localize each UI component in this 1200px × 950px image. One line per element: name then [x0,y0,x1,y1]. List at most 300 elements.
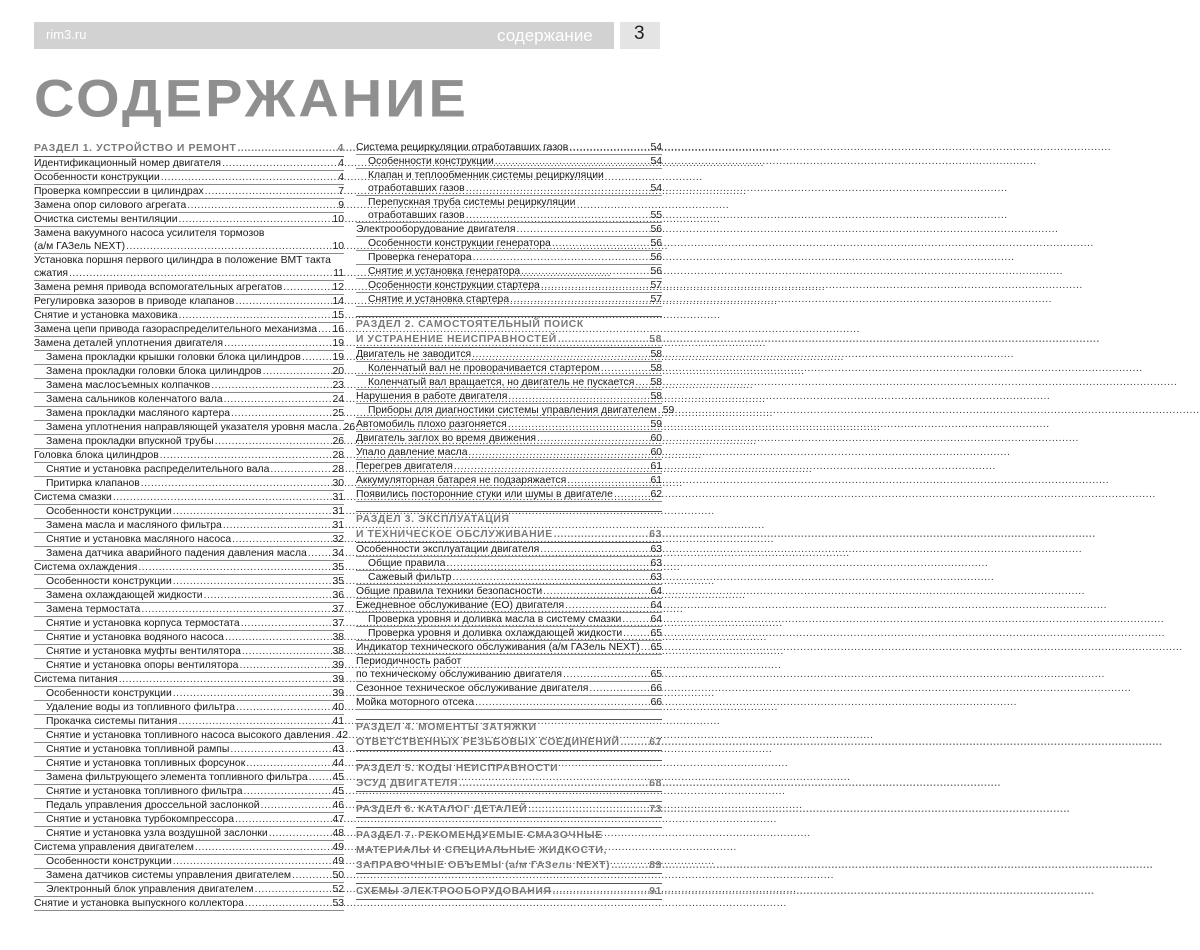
toc-entry[interactable] [356,460,662,473]
toc-page-number: 63 [649,529,662,540]
dot-leader [521,265,649,278]
dot-leader [270,463,331,476]
toc-page-number: 12 [332,282,344,293]
toc-entry[interactable] [356,668,662,681]
dot-leader [318,323,331,336]
dot-leader [141,477,332,490]
toc-page-number: 67 [649,737,662,748]
section-gap [356,874,662,883]
toc-entry[interactable] [356,641,662,654]
toc-entry-title: Снятие и установка маховика [34,310,178,321]
toc-subentry[interactable] [34,379,344,392]
toc-entry[interactable] [356,488,662,501]
toc-entry-title: Идентификационный номер двигателя [34,158,222,169]
toc-page-number: 44 [332,758,344,769]
toc-page-number: 9 [338,200,344,211]
toc-entry-title: Удаление воды из топливного фильтра [46,702,236,713]
toc-entry[interactable] [34,491,344,504]
toc-entry-title: Проверка уровня и доливка масла в систему смазки [368,614,622,625]
dot-leader [225,631,332,644]
dot-leader [235,813,331,826]
toc-page-number: 60 [650,447,662,458]
toc-subentry[interactable] [356,404,675,417]
dot-leader [466,182,650,195]
toc-entry-title: Замена цепи привода газораспределительного механизма [34,324,318,335]
toc-subentry[interactable] [34,603,344,616]
toc-entry-title: Периодичность работ [356,656,462,667]
toc-page-number: 20 [332,366,344,377]
toc-page-number: 4 [338,172,344,183]
dot-leader [160,449,332,462]
dot-leader [224,337,331,350]
toc-entry[interactable] [34,213,344,226]
toc-entry-title: Особенности эксплуатации двигателя [356,544,540,555]
toc-page-number: 19 [332,352,344,363]
toc-entry[interactable] [34,323,344,336]
dot-leader [138,561,331,574]
toc-entry-title: Автомобиль плохо разгоняется [356,419,507,430]
toc-section-entry[interactable] [356,735,662,750]
toc-subentry[interactable] [34,351,344,364]
toc-page-number: 46 [332,800,344,811]
toc-entry[interactable] [356,599,662,612]
toc-page-number: 43 [332,744,344,755]
toc-subentry[interactable] [34,687,344,700]
dot-leader [495,155,650,168]
toc-entry-title: Замена прокладки масляного картера [46,408,231,419]
toc-section-entry[interactable] [356,802,662,817]
toc-entry-title: Замена прокладки крышки головки блока цилиндров [46,352,301,363]
dot-leader [283,281,331,294]
dot-leader [119,673,332,686]
toc-page-number: 58 [650,349,662,360]
toc-entry-title: Перегрев двигателя [356,461,453,472]
page-number: 3 [634,23,645,44]
toc-entry-title: по техническому обслуживанию двигателя [356,669,563,680]
toc-page-number: 52 [332,884,344,895]
toc-subentry[interactable] [34,519,344,532]
dot-leader [232,533,331,546]
section-gap [356,307,662,316]
toc-entry-title: Особенности конструкции генератора [368,238,551,249]
dot-leader [173,687,332,700]
dot-leader [211,379,331,392]
toc-entry-title: Притирка клапанов [46,478,140,489]
toc-entry[interactable] [34,240,344,253]
toc-subentry[interactable] [356,571,662,584]
toc-entry-title: РАЗДЕЛ 3. ЭКСПЛУАТАЦИЯ [356,514,510,525]
dot-leader [541,279,650,292]
toc-page-number: 7 [338,186,344,197]
toc-page-number: 58 [649,334,662,345]
toc-subentry[interactable] [356,362,662,375]
toc-entry-title: Общие правила [368,558,446,569]
toc-entry-title: МАТЕРИАЛЫ И СПЕЦИАЛЬНЫЕ ЖИДКОСТИ, [356,845,607,856]
toc-section-entry[interactable] [356,317,662,332]
toc-page-number: 48 [332,828,344,839]
toc-entry[interactable] [356,682,662,695]
dot-leader [508,390,649,403]
dot-leader [242,645,332,658]
toc-subentry[interactable] [34,365,344,378]
dot-leader [236,701,331,714]
toc-subentry[interactable] [356,196,662,209]
toc-page-number: 63 [650,558,662,569]
toc-page-number: 56 [650,266,662,277]
dot-leader [472,348,649,361]
toc-entry-title: Установка поршня первого цилиндра в положение ВМТ такта [34,255,331,266]
dot-leader [454,460,650,473]
toc-entry-title: Особенности конструкции стартера [368,280,540,291]
toc-page-number: 56 [650,238,662,249]
toc-section-entry[interactable] [356,858,662,873]
toc-page-number: 41 [332,716,344,727]
dot-leader [611,858,648,873]
toc-page-number: 66 [650,683,662,694]
toc-page-number: 64 [650,586,662,597]
toc-subentry[interactable] [34,771,344,784]
toc-section-entry[interactable] [356,884,662,899]
toc-entry-title: РАЗДЕЛ 1. УСТРОЙСТВО И РЕМОНТ [34,143,237,154]
toc-entry[interactable] [356,585,662,598]
dot-leader [238,141,337,156]
dot-leader [215,435,332,448]
toc-subentry[interactable] [356,376,662,389]
dot-leader [241,617,332,630]
toc-page-number: 58 [650,363,662,374]
toc-entry[interactable] [34,561,344,574]
dot-leader [528,802,648,817]
toc-page-number: 57 [650,280,662,291]
dot-leader [558,332,648,347]
toc-page-number: 64 [650,614,662,625]
toc-entry-title: Снятие и установка турбокомпрессора [46,814,235,825]
dot-leader [563,668,649,681]
toc-entry-title: Замена опор силового агрегата [34,200,187,211]
toc-subentry[interactable] [34,589,344,602]
dot-leader [567,474,649,487]
toc-entry[interactable] [34,449,344,462]
toc-entry-title: РАЗДЕЛ 6. КАТАЛОГ ДЕТАЛЕЙ [356,804,528,815]
toc-entry[interactable] [356,543,662,556]
toc-section-entry[interactable] [34,141,344,156]
toc-section-entry[interactable] [356,843,662,858]
toc-section-entry[interactable] [356,527,662,542]
toc-page-number: 65 [650,642,662,653]
toc-entry-title: Снятие и установка водяного насоса [46,632,224,643]
toc-entry-title: ЭСУД ДВИГАТЕЛЯ [356,778,459,789]
toc-subentry[interactable] [356,279,662,292]
toc-entry-title: Педаль управления дроссельной заслонкой [46,800,260,811]
toc-subentry[interactable] [34,715,344,728]
dot-leader [113,491,332,504]
toc-section-entry[interactable] [356,720,662,735]
toc-page-number: 39 [332,688,344,699]
toc-page-number: 36 [332,590,344,601]
toc-subentry[interactable] [356,237,662,250]
toc-subentry[interactable] [34,743,344,756]
toc-entry-title: РАЗДЕЛ 5. КОДЫ НЕИСПРАВНОСТИ [356,763,559,774]
toc-entry-title: Особенности конструкции [46,506,172,517]
toc-entry[interactable] [34,841,344,854]
toc-subentry[interactable] [34,701,344,714]
toc-subentry[interactable] [34,631,344,644]
toc-page-number: 57 [650,294,662,305]
dot-leader [69,267,332,280]
toc-entry[interactable] [356,655,662,668]
toc-entry-title: Замена датчиков системы управления двигателем [46,870,292,881]
toc-page-number: 54 [650,156,662,167]
toc-entry[interactable] [356,418,662,431]
toc-subentry[interactable] [356,265,662,278]
toc-subentry[interactable] [34,393,344,406]
toc-page-number: 91 [649,886,662,897]
dot-leader [466,209,650,222]
toc-page-number: 60 [650,433,662,444]
toc-page-number: 4 [337,143,344,154]
dot-leader [623,627,649,640]
toc-page-number: 47 [332,814,344,825]
toc-page-number: 56 [650,224,662,235]
toc-page-number: 30 [332,478,344,489]
toc-entry[interactable] [34,295,344,308]
toc-entry[interactable] [34,309,344,322]
dot-leader [235,295,331,308]
toc-entry[interactable] [34,199,344,212]
dot-leader [302,351,331,364]
toc-subentry[interactable] [34,533,344,546]
toc-page-number: 58 [650,391,662,402]
toc-entry-title: Коленчатый вал вращается, но двигатель не пускается [368,377,635,388]
toc-subentry[interactable] [34,757,344,770]
toc-subentry[interactable] [34,505,344,518]
dot-leader [230,743,331,756]
toc-page-number: 54 [650,142,662,153]
site-name[interactable]: rim3.ru [46,27,87,42]
dot-leader [614,488,650,501]
toc-subentry[interactable] [34,869,344,882]
toc-entry-title: Приборы для диагностики системы управления двигателем [368,405,657,416]
toc-page-number: 89 [649,860,662,871]
toc-entry-title: Аккумуляторная батарея не подзаряжается [356,475,567,486]
toc-page-number: 50 [332,870,344,881]
dot-leader [452,571,649,584]
toc-section-entry[interactable] [356,761,662,776]
dot-leader [565,599,649,612]
toc-subentry[interactable] [34,435,344,448]
toc-entry-title: Система смазки [34,492,112,503]
toc-page-number: 38 [332,646,344,657]
toc-entry[interactable] [356,141,662,154]
toc-page-number: 63 [650,572,662,583]
toc-entry-title: Общие правила техники безопасности [356,586,543,597]
toc-page-number: 45 [332,772,344,783]
toc-page-number: 64 [650,600,662,611]
toc-subentry[interactable] [34,827,344,840]
dot-leader [141,603,331,616]
toc-entry-title: Очистка системы вентиляции [34,214,178,225]
toc-entry[interactable] [356,432,662,445]
toc-entry-title: Замена прокладки впускной трубы [46,436,214,447]
toc-page-number: 34 [332,548,344,559]
toc-entry-title: Клапан и теплообменник системы рециркуляции [368,170,604,181]
page-title: СОДЕРЖАНИЕ [34,68,469,129]
toc-entry-title: Снятие и установка топливного фильтра [46,786,243,797]
toc-entry-title: ЗАПРАВОЧНЫЕ ОБЪЕМЫ (а/м ГАЗель NEXT) [356,860,611,871]
row-divider [356,899,662,900]
toc-page-number: 54 [650,183,662,194]
toc-entry-title: Снятие и установка генератора [368,266,521,277]
dot-leader [589,682,649,695]
toc-subentry[interactable] [34,813,344,826]
toc-entry[interactable] [34,897,344,910]
toc-subentry[interactable] [356,613,662,626]
toc-entry-title: Сезонное техническое обслуживание двигателя [356,683,589,694]
toc-subentry[interactable] [34,547,344,560]
toc-section-entry[interactable] [356,828,662,843]
toc-entry-title: Двигатель не заводится [356,349,472,360]
toc-entry[interactable] [34,281,344,294]
toc-subentry[interactable] [34,883,344,896]
toc-page-number: 11 [333,268,344,279]
toc-entry[interactable] [34,227,344,240]
toc-subentry[interactable] [34,785,344,798]
toc-entry-title: Особенности конструкции [46,576,172,587]
dot-leader [222,157,337,170]
toc-entry[interactable] [34,267,344,280]
header-section-title: содержание [497,26,593,45]
toc-entry[interactable] [356,696,662,709]
toc-left-column [34,141,356,911]
toc-subentry[interactable] [34,855,344,868]
toc-entry-title: РАЗДЕЛ 4. МОМЕНТЫ ЗАТЯЖКИ [356,722,537,733]
toc-entry-title: Снятие и установка масляного насоса [46,534,232,545]
toc-entry[interactable] [34,673,344,686]
dot-leader [554,527,648,542]
toc-page-number: 37 [332,604,344,615]
toc-subentry[interactable] [34,645,344,658]
toc-entry-title: Замена уплотнения направляющей указателя уровня масла [46,422,338,433]
toc-entry-title: Замена маслосъемных колпачков [46,380,211,391]
dot-leader [195,841,332,854]
toc-entry[interactable] [34,254,344,267]
toc-entry[interactable] [356,390,662,403]
toc-page-number: 65 [650,628,662,639]
toc-entry-title: Система рециркуляции отработавших газов [356,142,569,153]
toc-subentry[interactable] [34,407,344,420]
toc-page-number: 24 [332,394,344,405]
toc-subentry[interactable] [356,182,662,195]
toc-entry-title: Двигатель заглох во время движения [356,433,537,444]
toc-entry-title: Снятие и установка узла воздушной заслонки [46,828,268,839]
toc-subentry[interactable] [356,293,662,306]
toc-subentry[interactable] [34,421,356,434]
toc-page-number: 26 [332,436,344,447]
dot-leader [261,799,332,812]
toc-page-number: 40 [332,702,344,713]
toc-entry-title: Ежедневное обслуживание (ЕО) двигателя [356,600,565,611]
toc-subentry[interactable] [34,729,349,742]
toc-page-number: 65 [650,669,662,680]
toc-entry-title: И УСТРАНЕНИЕ НЕИСПРАВНОСТЕЙ [356,334,557,345]
dot-leader [179,213,332,226]
dot-leader [543,585,649,598]
toc-entry-title: Появились посторонние стуки или шумы в двигателе [356,489,613,500]
toc-entry-title: Проверка компрессии в цилиндрах [34,186,204,197]
toc-page-number: 32 [332,534,344,545]
toc-entry[interactable] [34,337,344,350]
toc-entry[interactable] [356,348,662,361]
toc-subentry[interactable] [356,209,662,222]
toc-entry-title: Снятие и установка топливных форсунок [46,758,246,769]
toc-subentry[interactable] [34,477,344,490]
toc-entry-title: Замена прокладки головки блока цилиндров [46,366,262,377]
toc-page-number: 39 [332,674,344,685]
toc-page-number: 55 [650,210,662,221]
toc-subentry[interactable] [34,799,344,812]
toc-entry-title: И ТЕХНИЧЕСКОЕ ОБСЛУЖИВАНИЕ [356,529,553,540]
toc-entry-title: Особенности конструкции [46,688,172,699]
toc-entry-title: Нарушения в работе двигателя [356,391,508,402]
toc-entry-title: Регулировка зазоров в приводе клапанов [34,296,235,307]
toc-page-number: 28 [332,450,344,461]
toc-page-number: 23 [332,380,344,391]
toc-entry-title: Снятие и установка топливного насоса высокого давления [46,730,331,741]
toc-entry[interactable] [356,446,662,459]
toc-entry-title: Система охлаждения [34,562,138,573]
toc-page-number: 35 [332,562,344,573]
dot-leader [245,897,332,910]
toc-entry-title: Электронный блок управления двигателем [46,884,254,895]
toc-subentry[interactable] [34,617,344,630]
dot-leader [231,407,331,420]
dot-leader [459,776,648,791]
dot-leader [469,446,650,459]
dot-leader [161,171,337,184]
toc-entry-title: Замена масла и масляного фильтра [46,520,222,531]
dot-leader [224,393,332,406]
toc-entry[interactable] [356,474,662,487]
toc-section-entry[interactable] [356,776,662,791]
dot-leader [601,362,650,375]
toc-entry-title: ОТВЕТСТВЕННЫХ РЕЗЬБОВЫХ СОЕДИНЕНИЙ [356,737,620,748]
toc-page-number: 56 [650,252,662,263]
toc-entry[interactable] [34,171,344,184]
toc-subentry[interactable] [34,575,344,588]
toc-entry-title: Упало давление масла [356,447,468,458]
section-gap [356,751,662,760]
toc-entry-title: Прокачка системы питания [46,716,178,727]
dot-leader [204,589,332,602]
toc-entry-title: Сажевый фильтр [368,572,452,583]
toc-section-entry[interactable] [356,332,662,347]
toc-subentry[interactable] [356,627,662,640]
toc-entry-title: Замена деталей уплотнения двигателя [34,338,223,349]
toc-subentry[interactable] [356,155,662,168]
toc-page-number: 31 [332,520,344,531]
toc-subentry[interactable] [34,463,344,476]
toc-entry[interactable] [356,223,662,236]
toc-entry[interactable] [34,157,344,170]
toc-section-entry[interactable] [356,512,662,527]
toc-entry-title: Замена ремня привода вспомогательных агрегатов [34,282,283,293]
toc-entry-title: Снятие и установка топливной рампы [46,744,230,755]
toc-entry[interactable] [34,185,344,198]
toc-subentry[interactable] [34,659,344,672]
toc-subentry[interactable] [356,169,662,182]
toc-subentry[interactable] [356,557,662,570]
toc-subentry[interactable] [356,251,662,264]
